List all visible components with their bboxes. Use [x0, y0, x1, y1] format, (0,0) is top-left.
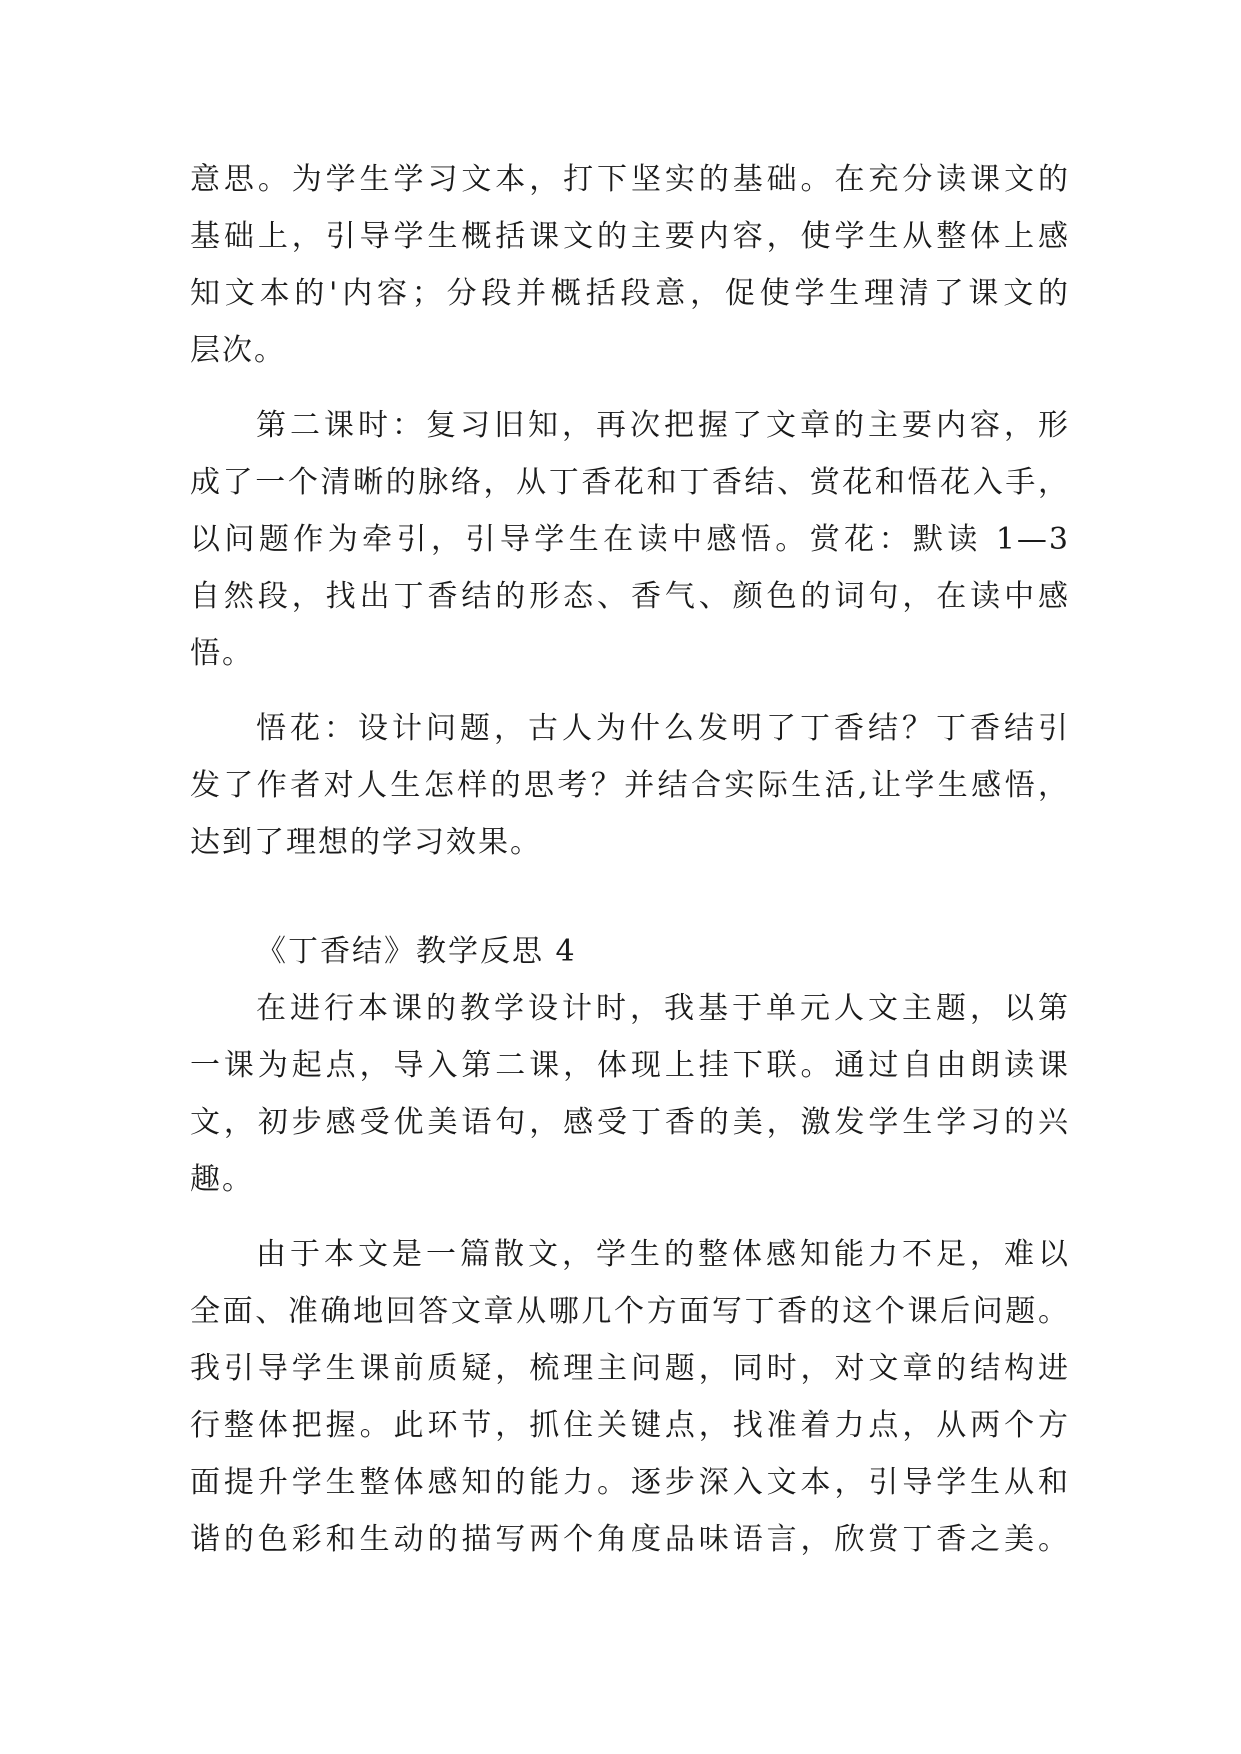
paragraph-line: 层次。 — [190, 333, 286, 368]
paragraph-line: 悟花：设计问题，古人为什么发明了丁香结？丁香结引 — [256, 711, 1070, 746]
paragraph-line: 意思。为学生学习文本，打下坚实的基础。在充分读课文的 — [190, 162, 1070, 197]
paragraph-line: 悟。 — [190, 636, 254, 671]
paragraph-line: 以问题作为牵引，引导学生在读中感悟。赏花：默读 1—3 — [190, 522, 1070, 557]
paragraph-line: 一课为起点，导入第二课，体现上挂下联。通过自由朗读课 — [190, 1048, 1070, 1083]
paragraph-line: 全面、准确地回答文章从哪几个方面写丁香的这个课后问题。 — [190, 1294, 1070, 1329]
paragraph-line: 谐的色彩和生动的描写两个角度品味语言，欣赏丁香之美。 — [190, 1522, 1070, 1557]
section-heading: 《丁香结》教学反思 4 — [256, 934, 577, 969]
paragraph-line: 趣。 — [190, 1162, 254, 1197]
paragraph-line: 面提升学生整体感知的能力。逐步深入文本，引导学生从和 — [190, 1465, 1070, 1500]
paragraph-line: 发了作者对人生怎样的思考？并结合实际生活,让学生感悟， — [190, 768, 1070, 803]
paragraph-line: 行整体把握。此环节，抓住关键点，找准着力点，从两个方 — [190, 1408, 1070, 1443]
paragraph-line: 文，初步感受优美语句，感受丁香的美，激发学生学习的兴 — [190, 1105, 1070, 1140]
paragraph-line: 第二课时：复习旧知，再次把握了文章的主要内容，形 — [256, 408, 1070, 443]
paragraph-line: 由于本文是一篇散文，学生的整体感知能力不足，难以 — [256, 1237, 1070, 1272]
paragraph-line: 知文本的'内容；分段并概括段意，促使学生理清了课文的 — [190, 276, 1070, 311]
paragraph-line: 在进行本课的教学设计时，我基于单元人文主题，以第 — [256, 991, 1070, 1026]
paragraph-line: 我引导学生课前质疑，梳理主问题，同时，对文章的结构进 — [190, 1351, 1070, 1386]
paragraph-line: 自然段，找出丁香结的形态、香气、颜色的词句，在读中感 — [190, 579, 1070, 614]
paragraph-line: 成了一个清晰的脉络，从丁香花和丁香结、赏花和悟花入手， — [190, 465, 1070, 500]
paragraph-line: 达到了理想的学习效果。 — [190, 825, 542, 860]
paragraph-line: 基础上，引导学生概括课文的主要内容，使学生从整体上感 — [190, 219, 1070, 254]
